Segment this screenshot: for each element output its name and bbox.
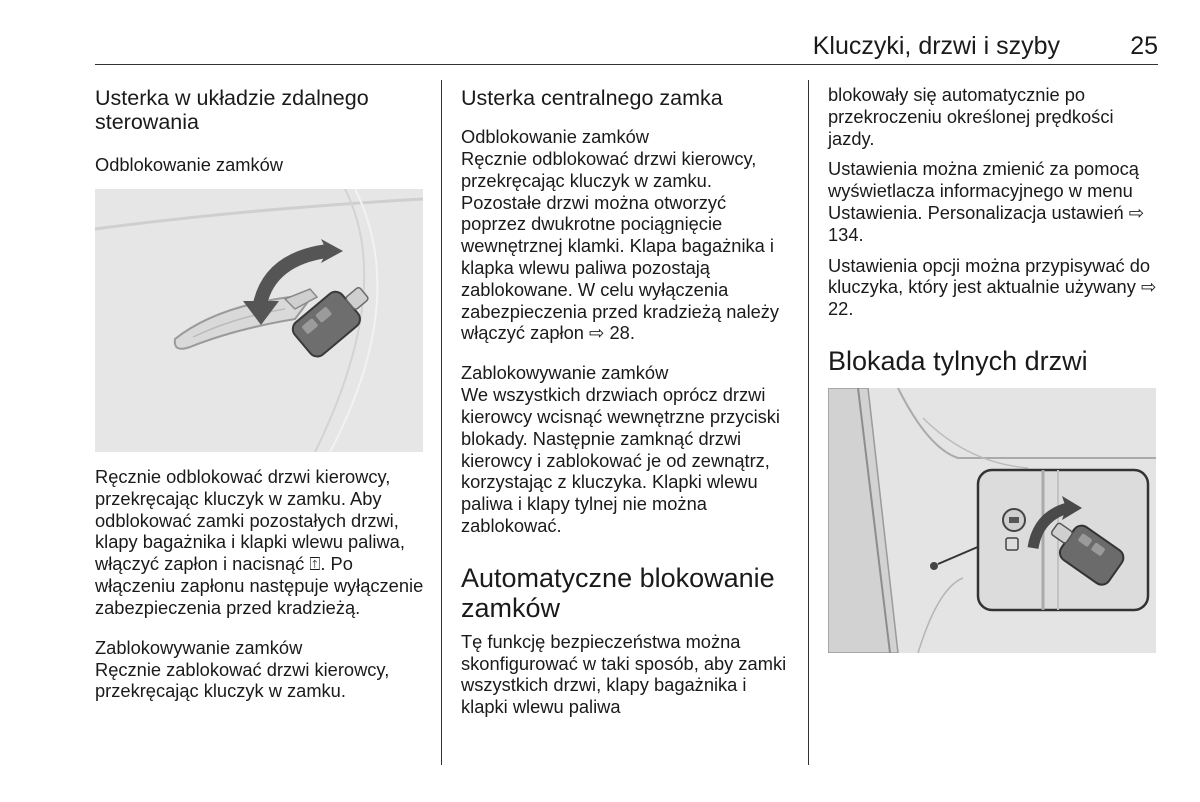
- subheading-unlock: Odblokowanie zamków: [95, 154, 283, 175]
- section-heading-remote-fault: Usterka w układzie zdalnego sterowania: [95, 86, 369, 134]
- column-divider-2: [808, 80, 809, 765]
- rear-door-child-lock-illustration: [828, 388, 1156, 653]
- subheading-unlock-central: Odblokowanie zamków: [461, 126, 649, 147]
- auto-lock-paragraph: Tę funkcję bezpieczeństwa można skonfigurować w taki sposób, aby zamki wszystkich drzwi, klapy bagażnika i klapki wlewu paliwa: [461, 630, 787, 718]
- subheading-lock: Zablokowywanie zamków: [95, 636, 303, 658]
- column-divider-1: [441, 80, 442, 765]
- auto-lock-continued-paragraph: blokowały się automatycznie po przekroczeniu określonej prędkości jazdy.: [828, 84, 1114, 149]
- door-handle-key-icon: [95, 189, 423, 452]
- section-heading-rear-door-lock: Blokada tylnych drzwi: [828, 345, 1088, 376]
- ref-arrow-icon: ⇨: [1140, 276, 1157, 298]
- door-handle-key-illustration: [95, 189, 423, 452]
- key-settings-paragraph: Ustawienia opcji można przypisywać do kluczyka, który jest aktualnie używany ⇨ 22.: [828, 254, 1157, 320]
- central-unlock-paragraph: Ręcznie odblokować drzwi kierowcy, przekręcając kluczyk w zamku. Pozostałe drzwi można otworzyć poprzez dwukrotne pociągnięcie wewnętrznej klamki. Klapa bagażnika i klapka wlewu paliwa pozostają zablokowane. W celu wyłączenia zabezpieczenia przed kradzieżą należy włączyć zapłon ⇨ 28.: [461, 148, 780, 344]
- settings-paragraph: Ustawienia można zmienić za pomocą wyświetlacza informacyjnego w menu Ustawienia. Personalizacja ustawień ⇨ 134.: [828, 158, 1145, 245]
- ref-arrow-icon: ⇨: [589, 322, 605, 344]
- section-heading-auto-lock: Automatyczne blokowanie zamków: [461, 562, 775, 623]
- ref-page-28[interactable]: 28: [609, 322, 630, 344]
- lock-paragraph: Ręcznie zablokować drzwi kierowcy, przekręcając kluczyk w zamku.: [95, 658, 390, 702]
- header-rule: [95, 64, 1158, 65]
- column-2: [461, 80, 796, 718]
- column-1: [95, 80, 430, 702]
- ref-arrow-icon: ⇨: [1128, 201, 1145, 223]
- ref-page-22[interactable]: 22: [828, 298, 849, 320]
- unlock-paragraph: Ręcznie odblokować drzwi kierowcy, przekręcając kluczyk w zamku. Aby odblokować zamki pozostałych drzwi, klapy bagażnika i klapki wlewu paliwa, włączyć zapłon i nacisnąć ⍐. Po włączeniu zapłonu następuje wyłączenie zabezpieczenia przed kradzieżą.: [95, 466, 424, 618]
- header-title: Kluczyki, drzwi i szyby: [812, 32, 1060, 60]
- column-3: [828, 80, 1158, 653]
- rear-door-lock-icon: [828, 388, 1156, 653]
- section-heading-central-lock-fault: Usterka centralnego zamka: [461, 86, 723, 110]
- unlock-button-symbol: ⍐: [309, 553, 321, 575]
- subheading-lock-central: Zablokowywanie zamków: [461, 362, 669, 384]
- ref-page-134[interactable]: 134: [828, 223, 859, 245]
- central-lock-paragraph: We wszystkich drzwiach oprócz drzwi kierowcy wcisnąć wewnętrzne przyciski blokady. Następnie zamknąć drzwi kierowcy i zablokować je od zewnątrz, korzystając z kluczyka. Klapki wlewu paliwa i klapy tylnej nie można zablokować.: [461, 384, 780, 536]
- page-number: 25: [1130, 32, 1158, 60]
